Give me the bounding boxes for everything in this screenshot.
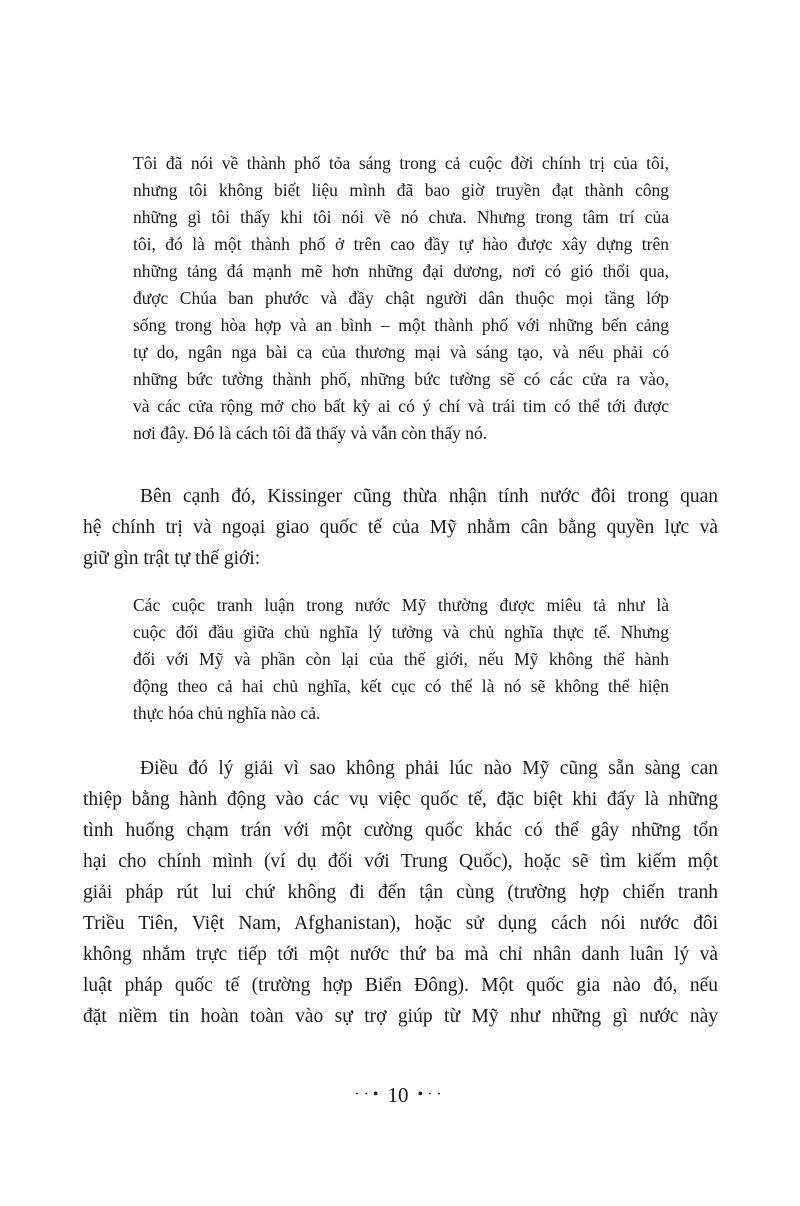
text-line: những gì tôi thấy khi tôi nói về nó chưa. Nhưng trong tâm trí của	[133, 207, 669, 227]
text-line: hệ chính trị và ngoại giao quốc tế của Mỹ nhằm cân bằng quyền lực và	[83, 517, 718, 538]
paragraph-us-intervention	[83, 753, 718, 1032]
text-line: Tôi đã nói về thành phố tỏa sáng trong cả cuộc đời chính trị của tôi,	[133, 153, 669, 173]
text-line: động theo cả hai chủ nghĩa, kết cục có thể là nó sẽ không thể hiện	[133, 676, 669, 696]
text-line: Điều đó lý giải vì sao không phải lúc nào Mỹ cũng sẵn sàng can	[140, 758, 718, 779]
folio-ornament-right: •··	[417, 1086, 446, 1103]
text-line: tự do, ngân nga bài ca của thương mại và sáng tạo, và nếu phải có	[133, 342, 669, 362]
page-number: 10	[387, 1083, 409, 1107]
text-line: luật pháp quốc tế (trường hợp Biển Đông). Một quốc gia nào đó, nếu	[83, 975, 718, 996]
text-line: được Chúa ban phước và đầy chật người dân thuộc mọi tầng lớp	[133, 288, 669, 308]
text-line: cuộc đối đầu giữa chủ nghĩa lý tưởng và chủ nghĩa thực tế. Nhưng	[133, 622, 669, 642]
blockquote-us-debates	[133, 592, 669, 727]
text-line: tình huống chạm trán với một cường quốc khác có thể gây những tổn	[83, 820, 718, 841]
text-line: thiệp bằng hành động vào các vụ việc quốc tế, đặc biệt khi đấy là những	[83, 789, 718, 810]
folio-ornament-left: ··•	[354, 1086, 383, 1103]
text-line: không nhắm trực tiếp tới một nước thứ ba mà chỉ nhân danh luân lý và	[83, 944, 718, 965]
text-line: nhưng tôi không biết liệu mình đã bao giờ truyền đạt thành công	[133, 180, 669, 200]
text-line: giữ gìn trật tự thế giới:	[83, 548, 261, 569]
text-line: hại cho chính mình (ví dụ đối với Trung Quốc), hoặc sẽ tìm kiếm một	[83, 851, 718, 872]
text-line: những tảng đá mạnh mẽ hơn những đại dương, nơi có gió thổi qua,	[133, 261, 669, 281]
text-line: đặt niềm tin hoàn toàn vào sự trợ giúp từ Mỹ như những gì nước này	[83, 1006, 718, 1027]
text-line: và các cửa rộng mở cho bất kỳ ai có ý chí và trái tim có thể tới được	[133, 396, 669, 416]
text-line: sống trong hòa hợp và an bình – một thành phố với những bến cảng	[133, 315, 669, 335]
text-line: Triều Tiên, Việt Nam, Afghanistan), hoặc sử dụng cách nói nước đôi	[83, 913, 718, 934]
blockquote-shining-city	[133, 150, 669, 447]
text-line: giải pháp rút lui chứ không đi đến tận cùng (trường hợp chiến tranh	[83, 882, 718, 903]
page-footer	[0, 1082, 800, 1108]
text-line: thực hóa chủ nghĩa nào cả.	[133, 703, 321, 723]
text-line: đối với Mỹ và phần còn lại của thế giới, nếu Mỹ không thể hành	[133, 649, 669, 669]
text-line: Các cuộc tranh luận trong nước Mỹ thường được miêu tả như là	[133, 595, 669, 615]
text-line: tôi, đó là một thành phố ở trên cao đầy tự hào được xây dựng trên	[133, 234, 669, 254]
text-line: nơi đây. Đó là cách tôi đã thấy và vẫn còn thấy nó.	[133, 423, 488, 443]
text-line: Bên cạnh đó, Kissinger cũng thừa nhận tính nước đôi trong quan	[140, 486, 718, 507]
paragraph-kissinger-intro	[83, 481, 718, 574]
text-line: những bức tường thành phố, những bức tường sẽ có các cửa ra vào,	[133, 369, 669, 389]
